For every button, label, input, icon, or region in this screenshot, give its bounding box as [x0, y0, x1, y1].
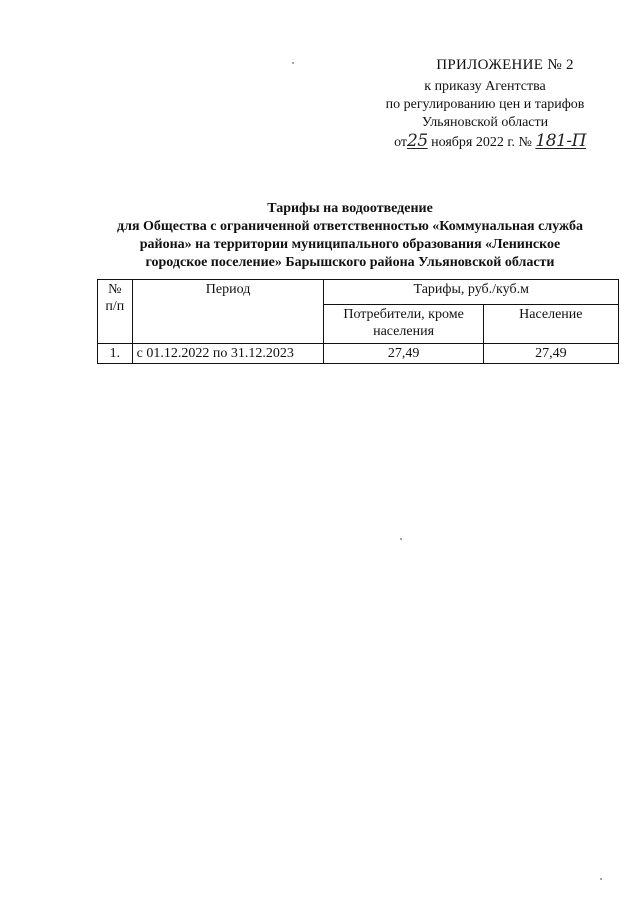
order-number-handwritten: 181-П — [535, 131, 586, 151]
cell-consumers: 27,49 — [324, 344, 483, 364]
title-line-4: городское поселение» Барышского района Ульяновской области — [145, 255, 555, 270]
scan-speck — [600, 878, 602, 880]
appendix-title: ПРИЛОЖЕНИЕ № 2 — [436, 57, 574, 73]
title-line-1: Тарифы на водоотведение — [267, 201, 433, 216]
table-row — [98, 344, 619, 364]
title-line-3: района» на территории муниципального образования «Ленинское — [139, 237, 561, 252]
scan-speck — [400, 538, 402, 540]
header-num: № п/п — [98, 280, 133, 344]
title-line-2: для Общества с ограниченной ответственностью «Коммунальная служба — [117, 219, 583, 234]
appendix-date-line — [360, 132, 620, 152]
header-period: Период — [132, 280, 324, 344]
table-header-row — [98, 280, 619, 305]
date-month-year: ноября 2022 г. № — [431, 135, 532, 150]
cell-period: с 01.12.2022 по 31.12.2023 — [132, 344, 324, 364]
appendix-order-ref: к приказу Агентства — [424, 79, 546, 94]
appendix-agency: по регулированию цен и тарифов — [385, 97, 585, 112]
header-population: Население — [483, 305, 618, 344]
appendix-region: Ульяновской области — [421, 115, 549, 130]
cell-population: 27,49 — [483, 344, 618, 364]
date-day-handwritten: 25 — [407, 131, 428, 151]
header-tariffs: Тарифы, руб./куб.м — [324, 280, 619, 305]
scan-speck — [292, 62, 294, 64]
tariffs-table — [97, 279, 619, 364]
document-title — [90, 200, 610, 272]
date-prefix: от — [394, 135, 407, 150]
header-consumers: Потребители, кроме населения — [324, 305, 483, 344]
cell-num: 1. — [98, 344, 133, 364]
